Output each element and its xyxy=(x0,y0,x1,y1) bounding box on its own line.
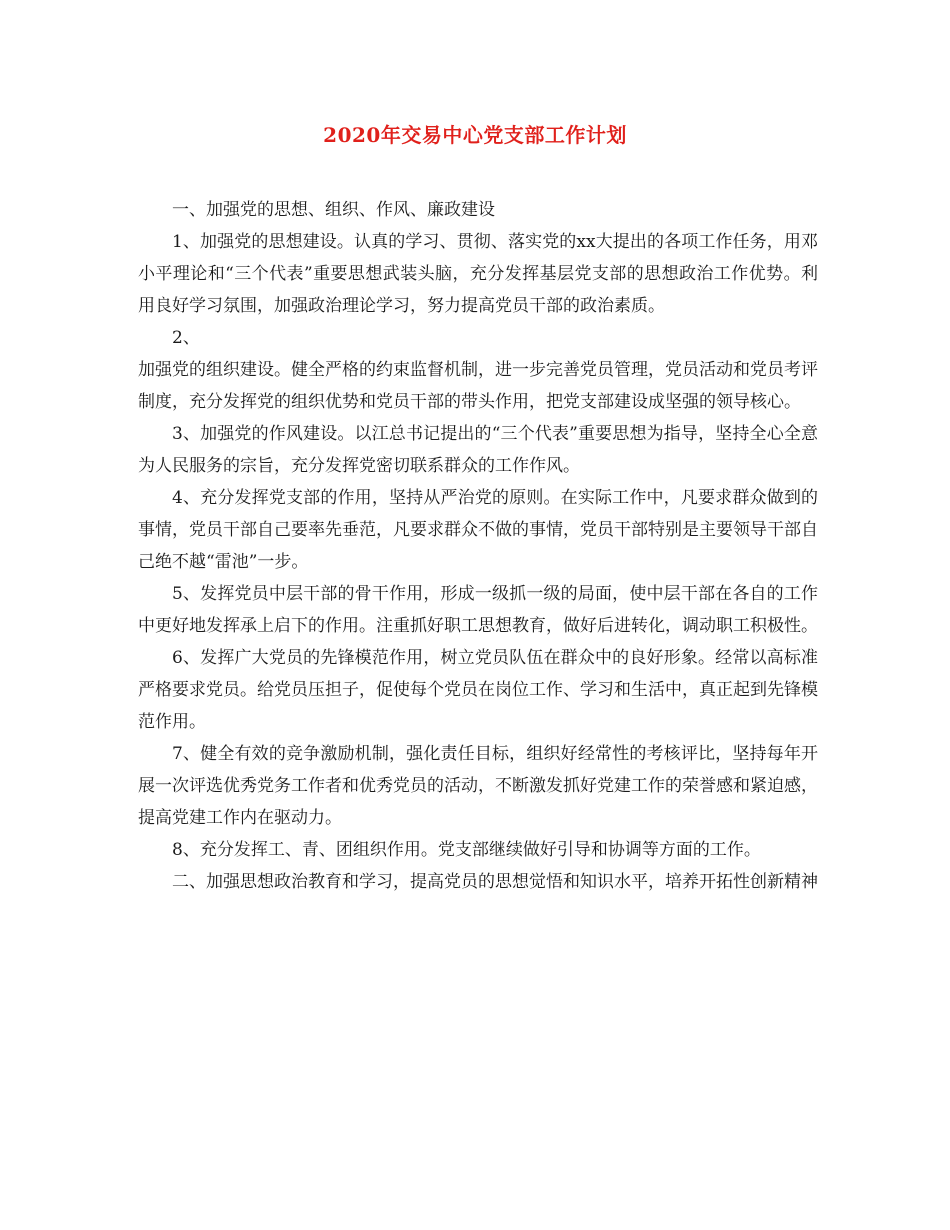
section-heading-2: 二、加强思想政治教育和学习，提高党员的思想觉悟和知识水平，培养开拓性创新精神 xyxy=(172,872,818,892)
paragraph-item-3: 3、加强党的作风建设。以江总书记提出的“三个代表”重要思想为指导，坚持全心全意为人民服务的宗旨，充分发挥党密切联系群众的工作作风。 xyxy=(138,424,818,476)
paragraph-item-4: 4、充分发挥党支部的作用，坚持从严治党的原则。在实际工作中，凡要求群众做到的事情，党员干部自己要率先垂范，凡要求群众不做的事情，党员干部特别是主要领导干部自己绝不越“雷池”一步。 xyxy=(138,488,818,572)
paragraph-item-2-number: 2、 xyxy=(172,328,200,348)
document-title: 2020年交易中心党支部工作计划 xyxy=(323,123,627,147)
paragraph-item-5: 5、发挥党员中层干部的骨干作用，形成一级抓一级的局面，使中层干部在各自的工作中更好地发挥承上启下的作用。注重抓好职工思想教育，做好后进转化，调动职工积极性。 xyxy=(138,584,818,636)
paragraph-item-6: 6、发挥广大党员的先锋模范作用，树立党员队伍在群众中的良好形象。经常以高标准严格要求党员。给党员压担子，促使每个党员在岗位工作、学习和生活中，真正起到先锋模范作用。 xyxy=(138,648,818,732)
paragraph-item-7: 7、健全有效的竞争激励机制，强化责任目标，组织好经常性的考核评比，坚持每年开展一次评选优秀党务工作者和优秀党员的活动，不断激发抓好党建工作的荣誉感和紧迫感，提高党建工作内在驱动力。 xyxy=(138,744,818,828)
paragraph-item-8: 8、充分发挥工、青、团组织作用。党支部继续做好引导和协调等方面的工作。 xyxy=(172,840,761,860)
section-heading-1: 一、加强党的思想、组织、作风、廉政建设 xyxy=(172,200,495,220)
document-body xyxy=(138,194,818,898)
paragraph-item-2: 加强党的组织建设。健全严格的约束监督机制，进一步完善党员管理，党员活动和党员考评制度，充分发挥党的组织优势和党员干部的带头作用，把党支部建设成坚强的领导核心。 xyxy=(138,360,818,412)
paragraph-item-1: 1、加强党的思想建设。认真的学习、贯彻、落实党的xx大提出的各项工作任务，用邓小平理论和“三个代表”重要思想武装头脑，充分发挥基层党支部的思想政治工作优势。利用良好学习氛围，加强政治理论学习，努力提高党员干部的政治素质。 xyxy=(138,232,818,316)
